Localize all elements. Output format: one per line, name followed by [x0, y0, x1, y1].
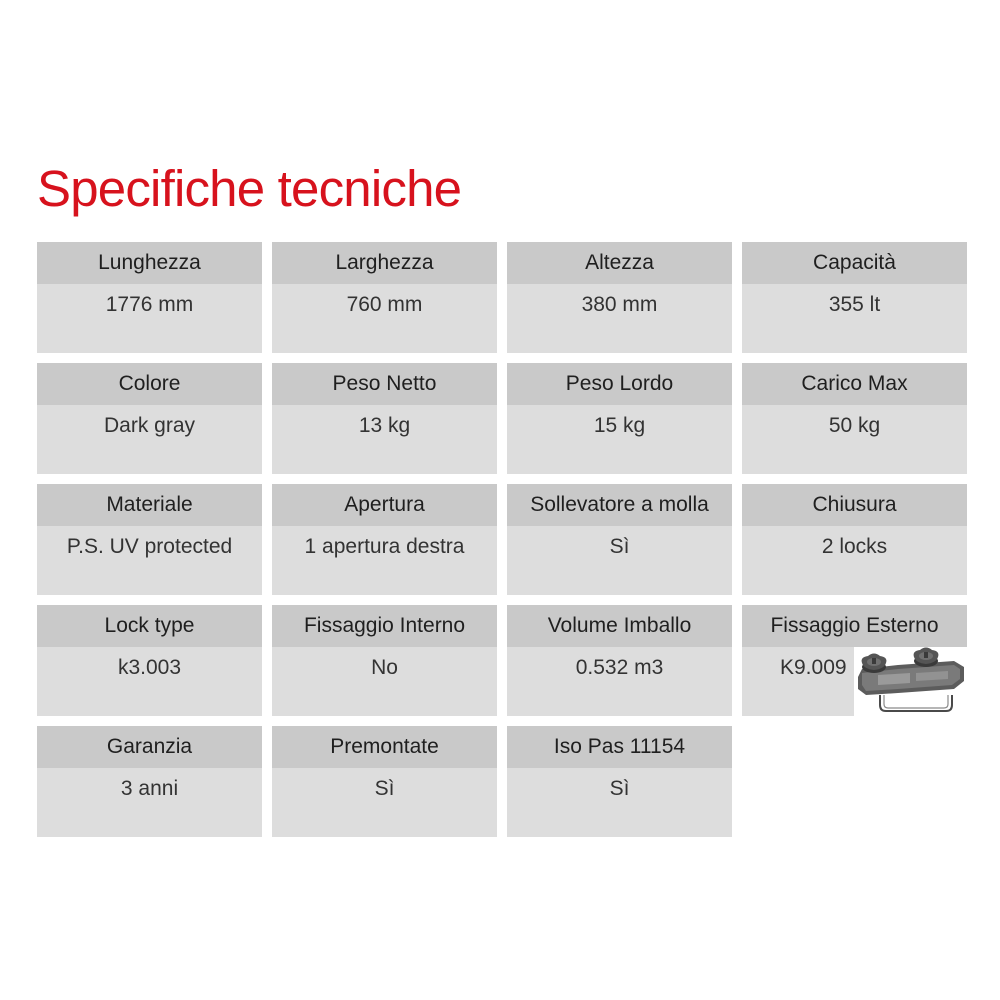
spec-cell-lunghezza [37, 242, 262, 353]
spec-value: 1776 mm [105, 293, 194, 316]
mounting-clamp-image [854, 647, 967, 716]
spec-label: Premontate [272, 726, 497, 768]
spec-value: K9.009 [780, 656, 847, 679]
spec-value: k3.003 [117, 656, 182, 679]
spec-cell-materiale [37, 484, 262, 595]
spec-label: Altezza [507, 242, 732, 284]
spec-label: Lock type [37, 605, 262, 647]
empty-cell [742, 726, 967, 837]
spec-value: Sì [609, 777, 630, 800]
spec-label: Lunghezza [37, 242, 262, 284]
spec-label: Colore [37, 363, 262, 405]
spec-table [37, 242, 969, 837]
spec-label: Volume Imballo [507, 605, 732, 647]
spec-cell-iso-pas-11154 [507, 726, 732, 837]
spec-cell-peso-lordo [507, 363, 732, 474]
spec-value: 3 anni [120, 777, 179, 800]
spec-cell-garanzia [37, 726, 262, 837]
spec-label: Carico Max [742, 363, 967, 405]
spec-cell-apertura [272, 484, 497, 595]
spec-cell-lock-type [37, 605, 262, 716]
spec-value: 15 kg [593, 414, 646, 437]
spec-label: Larghezza [272, 242, 497, 284]
spec-value: 1 apertura destra [304, 535, 465, 558]
spec-cell-fissaggio-interno [272, 605, 497, 716]
spec-label: Peso Lordo [507, 363, 732, 405]
spec-label: Iso Pas 11154 [507, 726, 732, 768]
page-title: Specifiche tecniche [37, 160, 462, 217]
spec-value: Sì [609, 535, 630, 558]
spec-value: Sì [374, 777, 395, 800]
spec-cell-sollevatore-a-molla [507, 484, 732, 595]
spec-cell-larghezza [272, 242, 497, 353]
spec-value: 355 lt [828, 293, 881, 316]
spec-label: Chiusura [742, 484, 967, 526]
spec-cell-carico-max [742, 363, 967, 474]
spec-label: Capacità [742, 242, 967, 284]
spec-value: 50 kg [828, 414, 881, 437]
spec-value: 2 locks [821, 535, 888, 558]
spec-label: Materiale [37, 484, 262, 526]
spec-cell-capacita [742, 242, 967, 353]
spec-label: Peso Netto [272, 363, 497, 405]
spec-value: Dark gray [103, 414, 196, 437]
spec-cell-fissaggio-esterno [742, 605, 967, 716]
spec-value: No [371, 656, 398, 679]
spec-cell-premontate [272, 726, 497, 837]
spec-cell-chiusura [742, 484, 967, 595]
spec-value: 760 mm [346, 293, 423, 316]
spec-value: 380 mm [581, 293, 658, 316]
spec-label: Fissaggio Esterno [742, 605, 967, 647]
spec-cell-peso-netto [272, 363, 497, 474]
spec-label: Fissaggio Interno [272, 605, 497, 647]
spec-cell-colore [37, 363, 262, 474]
spec-cell-altezza [507, 242, 732, 353]
spec-label: Sollevatore a molla [507, 484, 732, 526]
spec-cell-volume-imballo [507, 605, 732, 716]
spec-value: 0.532 m3 [575, 656, 664, 679]
spec-value: 13 kg [358, 414, 411, 437]
spec-value: P.S. UV protected [66, 535, 233, 558]
spec-label: Garanzia [37, 726, 262, 768]
spec-label: Apertura [272, 484, 497, 526]
